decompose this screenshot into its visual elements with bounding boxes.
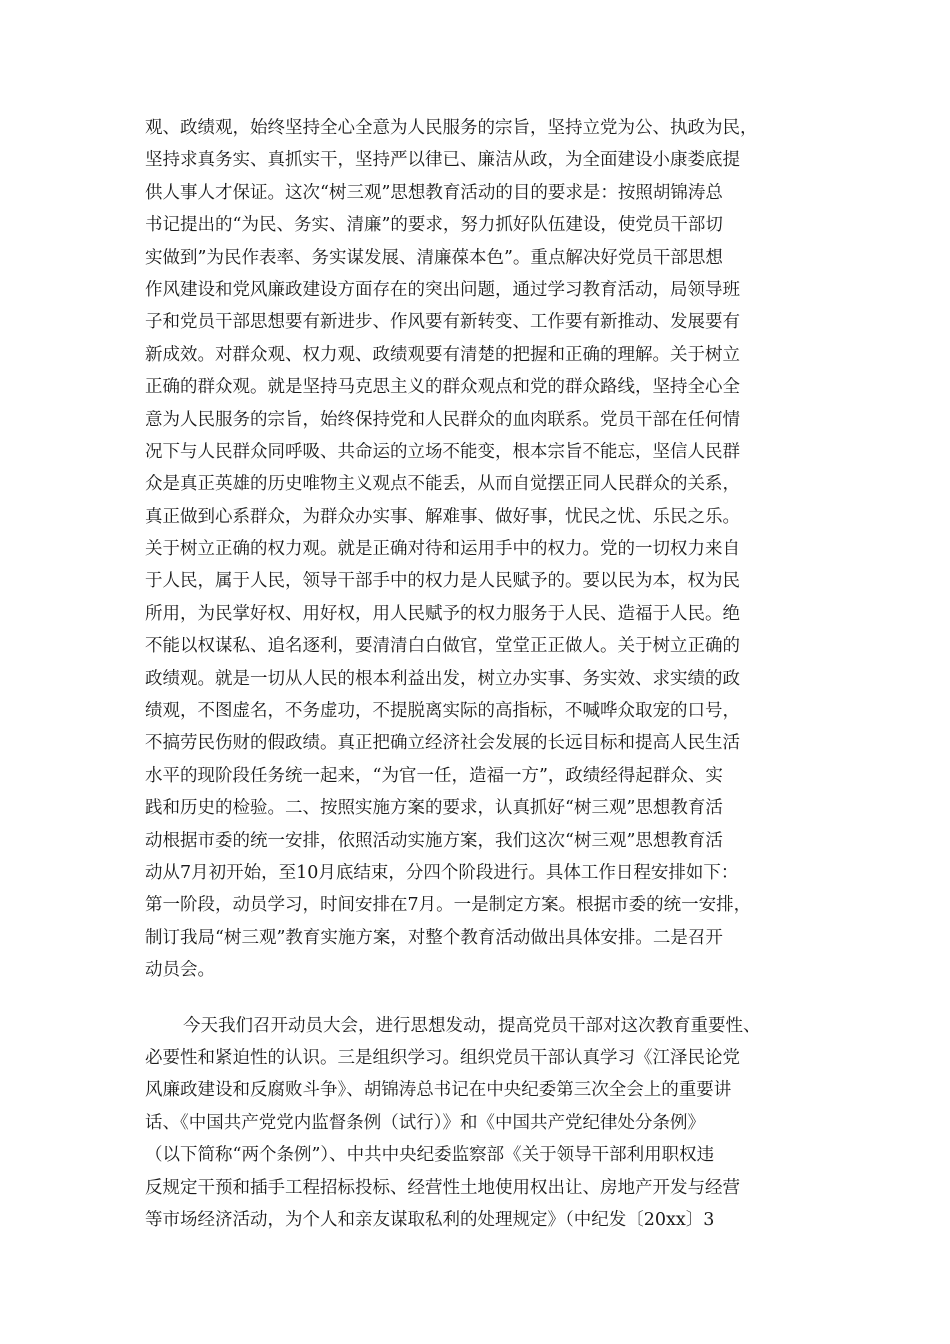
text-line: 动员会。	[145, 960, 215, 981]
text-line: 真正做到心系群众，为群众办实事、解难事、做好事，忧民之忧、乐民之乐。	[145, 506, 740, 527]
text-line: 意为人民服务的宗旨，始终保持党和人民群众的血肉联系。党员干部在任何情	[145, 409, 740, 430]
text-line: 政绩观。就是一切从人民的根本利益出发，树立办实事、务实效、求实绩的政	[145, 668, 740, 689]
text-line: 践和历史的检验。二、按照实施方案的要求，认真抓好“树三观”思想教育活	[145, 798, 723, 819]
text-line: 反规定干预和插手工程招标投标、经营性土地使用权出让、房地产开发与经营	[145, 1177, 740, 1198]
text-line: 众是真正英雄的历史唯物主义观点不能丢，从而自觉摆正同人民群众的关系，	[145, 474, 740, 495]
paragraph-spacer	[145, 987, 815, 1010]
text-line: 所用，为民掌好权、用好权，用人民赋予的权力服务于人民、造福于人民。绝	[145, 603, 740, 624]
text-line: 坚持求真务实、真抓实干，坚持严以律已、廉洁从政，为全面建设小康娄底提	[145, 150, 740, 171]
paragraph-1	[145, 112, 815, 987]
text-line: 于人民，属于人民，领导干部手中的权力是人民赋予的。要以民为本，权为民	[145, 571, 740, 592]
text-line: 等市场经济活动，为个人和亲友谋取私利的处理规定》（中纪发〔20xx〕3	[145, 1209, 715, 1230]
paragraph-2	[145, 1010, 815, 1237]
text-line: 实做到”为民作表率、务实谋发展、清廉葆本色”。重点解决好党员干部思想	[145, 247, 723, 268]
text-line: 正确的群众观。就是坚持马克思主义的群众观点和党的群众路线，坚持全心全	[145, 377, 740, 398]
text-line: 第一阶段，动员学习，时间安排在7月。一是制定方案。根据市委的统一安排，	[145, 895, 752, 916]
text-line: 书记提出的“为民、务实、清廉”的要求，努力抓好队伍建设，使党员干部切	[145, 215, 723, 236]
text-line: 关于树立正确的权力观。就是正确对待和运用手中的权力。党的一切权力来自	[145, 539, 740, 560]
text-line: 作风建设和党风廉政建设方面存在的突出问题，通过学习教育活动，局领导班	[145, 279, 740, 300]
text-line: 水平的现阶段任务统一起来，“为官一任，造福一方”，政绩经得起群众、实	[145, 765, 723, 786]
text-line: 观、政绩观，始终坚持全心全意为人民服务的宗旨，坚持立党为公、执政为民，	[145, 118, 758, 138]
text-line: 绩观，不图虚名，不务虚功，不提脱离实际的高指标，不喊哗众取宠的口号，	[145, 701, 740, 722]
document-body	[145, 112, 815, 1236]
text-line: 况下与人民群众同呼吸、共命运的立场不能变，根本宗旨不能忘，坚信人民群	[145, 441, 740, 462]
text-line: 制订我局“树三观”教育实施方案，对整个教育活动做出具体安排。二是召开	[145, 927, 723, 948]
text-line: 新成效。对群众观、权力观、政绩观要有清楚的把握和正确的理解。关于树立	[145, 344, 740, 365]
text-line: 供人事人才保证。这次“树三观”思想教育活动的目的要求是：按照胡锦涛总	[145, 182, 723, 203]
text-line: 风廉政建设和反腐败斗争》、胡锦涛总书记在中央纪委第三次全会上的重要讲	[145, 1080, 732, 1101]
text-line: 话、《中国共产党党内监督条例（试行）》和《中国共产党纪律处分条例》	[145, 1112, 705, 1133]
text-line-indented: 今天我们召开动员大会，进行思想发动，提高党员干部对这次教育重要性、	[183, 1015, 761, 1036]
text-line: 动根据市委的统一安排，依照活动实施方案，我们这次“树三观”思想教育活	[145, 830, 723, 851]
text-line: 子和党员干部思想要有新进步、作风要有新转变、工作要有新推动、发展要有	[145, 312, 740, 333]
text-line: 必要性和紧迫性的认识。三是组织学习。组织党员干部认真学习《江泽民论党	[145, 1047, 740, 1068]
text-line: （以下简称“两个条例”）、中共中央纪委监察部《关于领导干部利用职权违	[145, 1145, 715, 1166]
text-line: 不能以权谋私、追名逐利，要清清白白做官，堂堂正正做人。关于树立正确的	[145, 636, 740, 657]
text-line: 动从7月初开始，至10月底结束，分四个阶段进行。具体工作日程安排如下：	[145, 862, 739, 883]
text-line: 不搞劳民伤财的假政绩。真正把确立经济社会发展的长远目标和提高人民生活	[145, 733, 740, 754]
